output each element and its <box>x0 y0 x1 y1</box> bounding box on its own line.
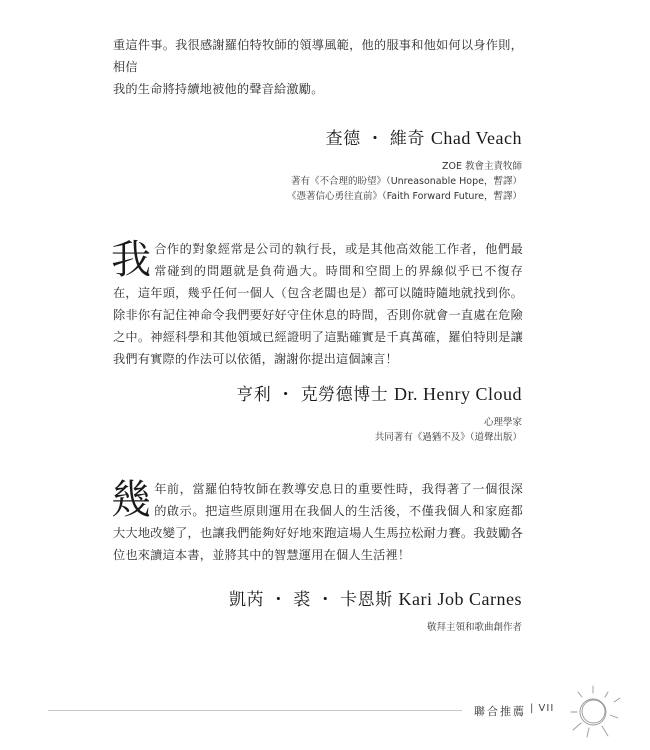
signature-title: 敬拜主領和歌曲創作者 <box>426 622 522 633</box>
name-en: Chad Veach <box>430 128 522 148</box>
name-zh: 查德 ・ 維奇 <box>325 129 425 149</box>
signature-kari-job-carnes <box>229 585 522 635</box>
drop-cap: 幾 <box>111 477 152 523</box>
page-number: | VII <box>530 703 555 714</box>
signature-name <box>236 380 522 405</box>
intro-line: 重這件事。我很感謝羅伯特牧師的領導風範，他的服事和他如何以身作則，相信 <box>113 38 523 74</box>
name-en: Kari Job Carnes <box>398 589 522 609</box>
signature-henry-cloud <box>236 380 522 445</box>
signature-book: 《憑著信心勇往直前》（Faith Forward Future，暫譯） <box>286 191 522 202</box>
signature-title: ZOE 教會主責牧師 <box>441 161 522 172</box>
footer-rule <box>48 710 462 711</box>
footer-section-label: 聯合推薦 <box>474 705 526 718</box>
signature-book: 共同著有《過猶不及》（道聲出版） <box>374 432 522 443</box>
endorsement-text: 年前，當羅伯特牧師在教導安息日的重要性時，我得著了一個很深的啟示。把這些原則運用在我個人的生活後，不僅我個人和家庭都大大地改變了，也讓我們能夠好好地來跑這場人生馬拉松耐力賽。我鼓勵各位也來讀這本書，並將其中的智慧運用在個人生活裡！ <box>113 482 523 562</box>
signature-book: 著有《不合理的盼望》（Unreasonable Hope，暫譯） <box>290 176 522 187</box>
name-zh: 亨利 ・ 克勞德博士 <box>236 385 389 405</box>
drop-cap: 我 <box>111 237 152 283</box>
signature-chad-veach <box>287 124 522 204</box>
endorsement-text: 合作的對象經常是公司的執行長，或是其他高效能工作者，他們最常碰到的問題就是負荷過大。時間和空間上的界線似乎已不復存在，這年頭，幾乎任何一個人（包含老闆也是）都可以隨時隨地就找到你。除非你有記住神命令我們要好好守住休息的時間，否則你就會一直處在危險之中。神經科學和其他領域已經證明了這點確實是千真萬確，羅伯特則是讓我們有實際的作法可以依循，謝謝你提出這個諫言！ <box>113 242 523 366</box>
signature-title: 心理學家 <box>483 417 522 428</box>
intro-paragraph <box>113 34 523 100</box>
sun-doodle-icon <box>558 682 628 742</box>
signature-name <box>287 124 522 149</box>
name-zh: 凱芮 ・ 裘 ・ 卡恩斯 <box>228 590 393 610</box>
endorsement-paragraph-henry-cloud <box>113 238 523 370</box>
signature-name <box>229 585 522 610</box>
name-en: Dr. Henry Cloud <box>394 384 522 404</box>
endorsement-paragraph-kari-job <box>113 478 523 566</box>
intro-line: 我的生命將持續地被他的聲音給激勵。 <box>113 82 324 96</box>
